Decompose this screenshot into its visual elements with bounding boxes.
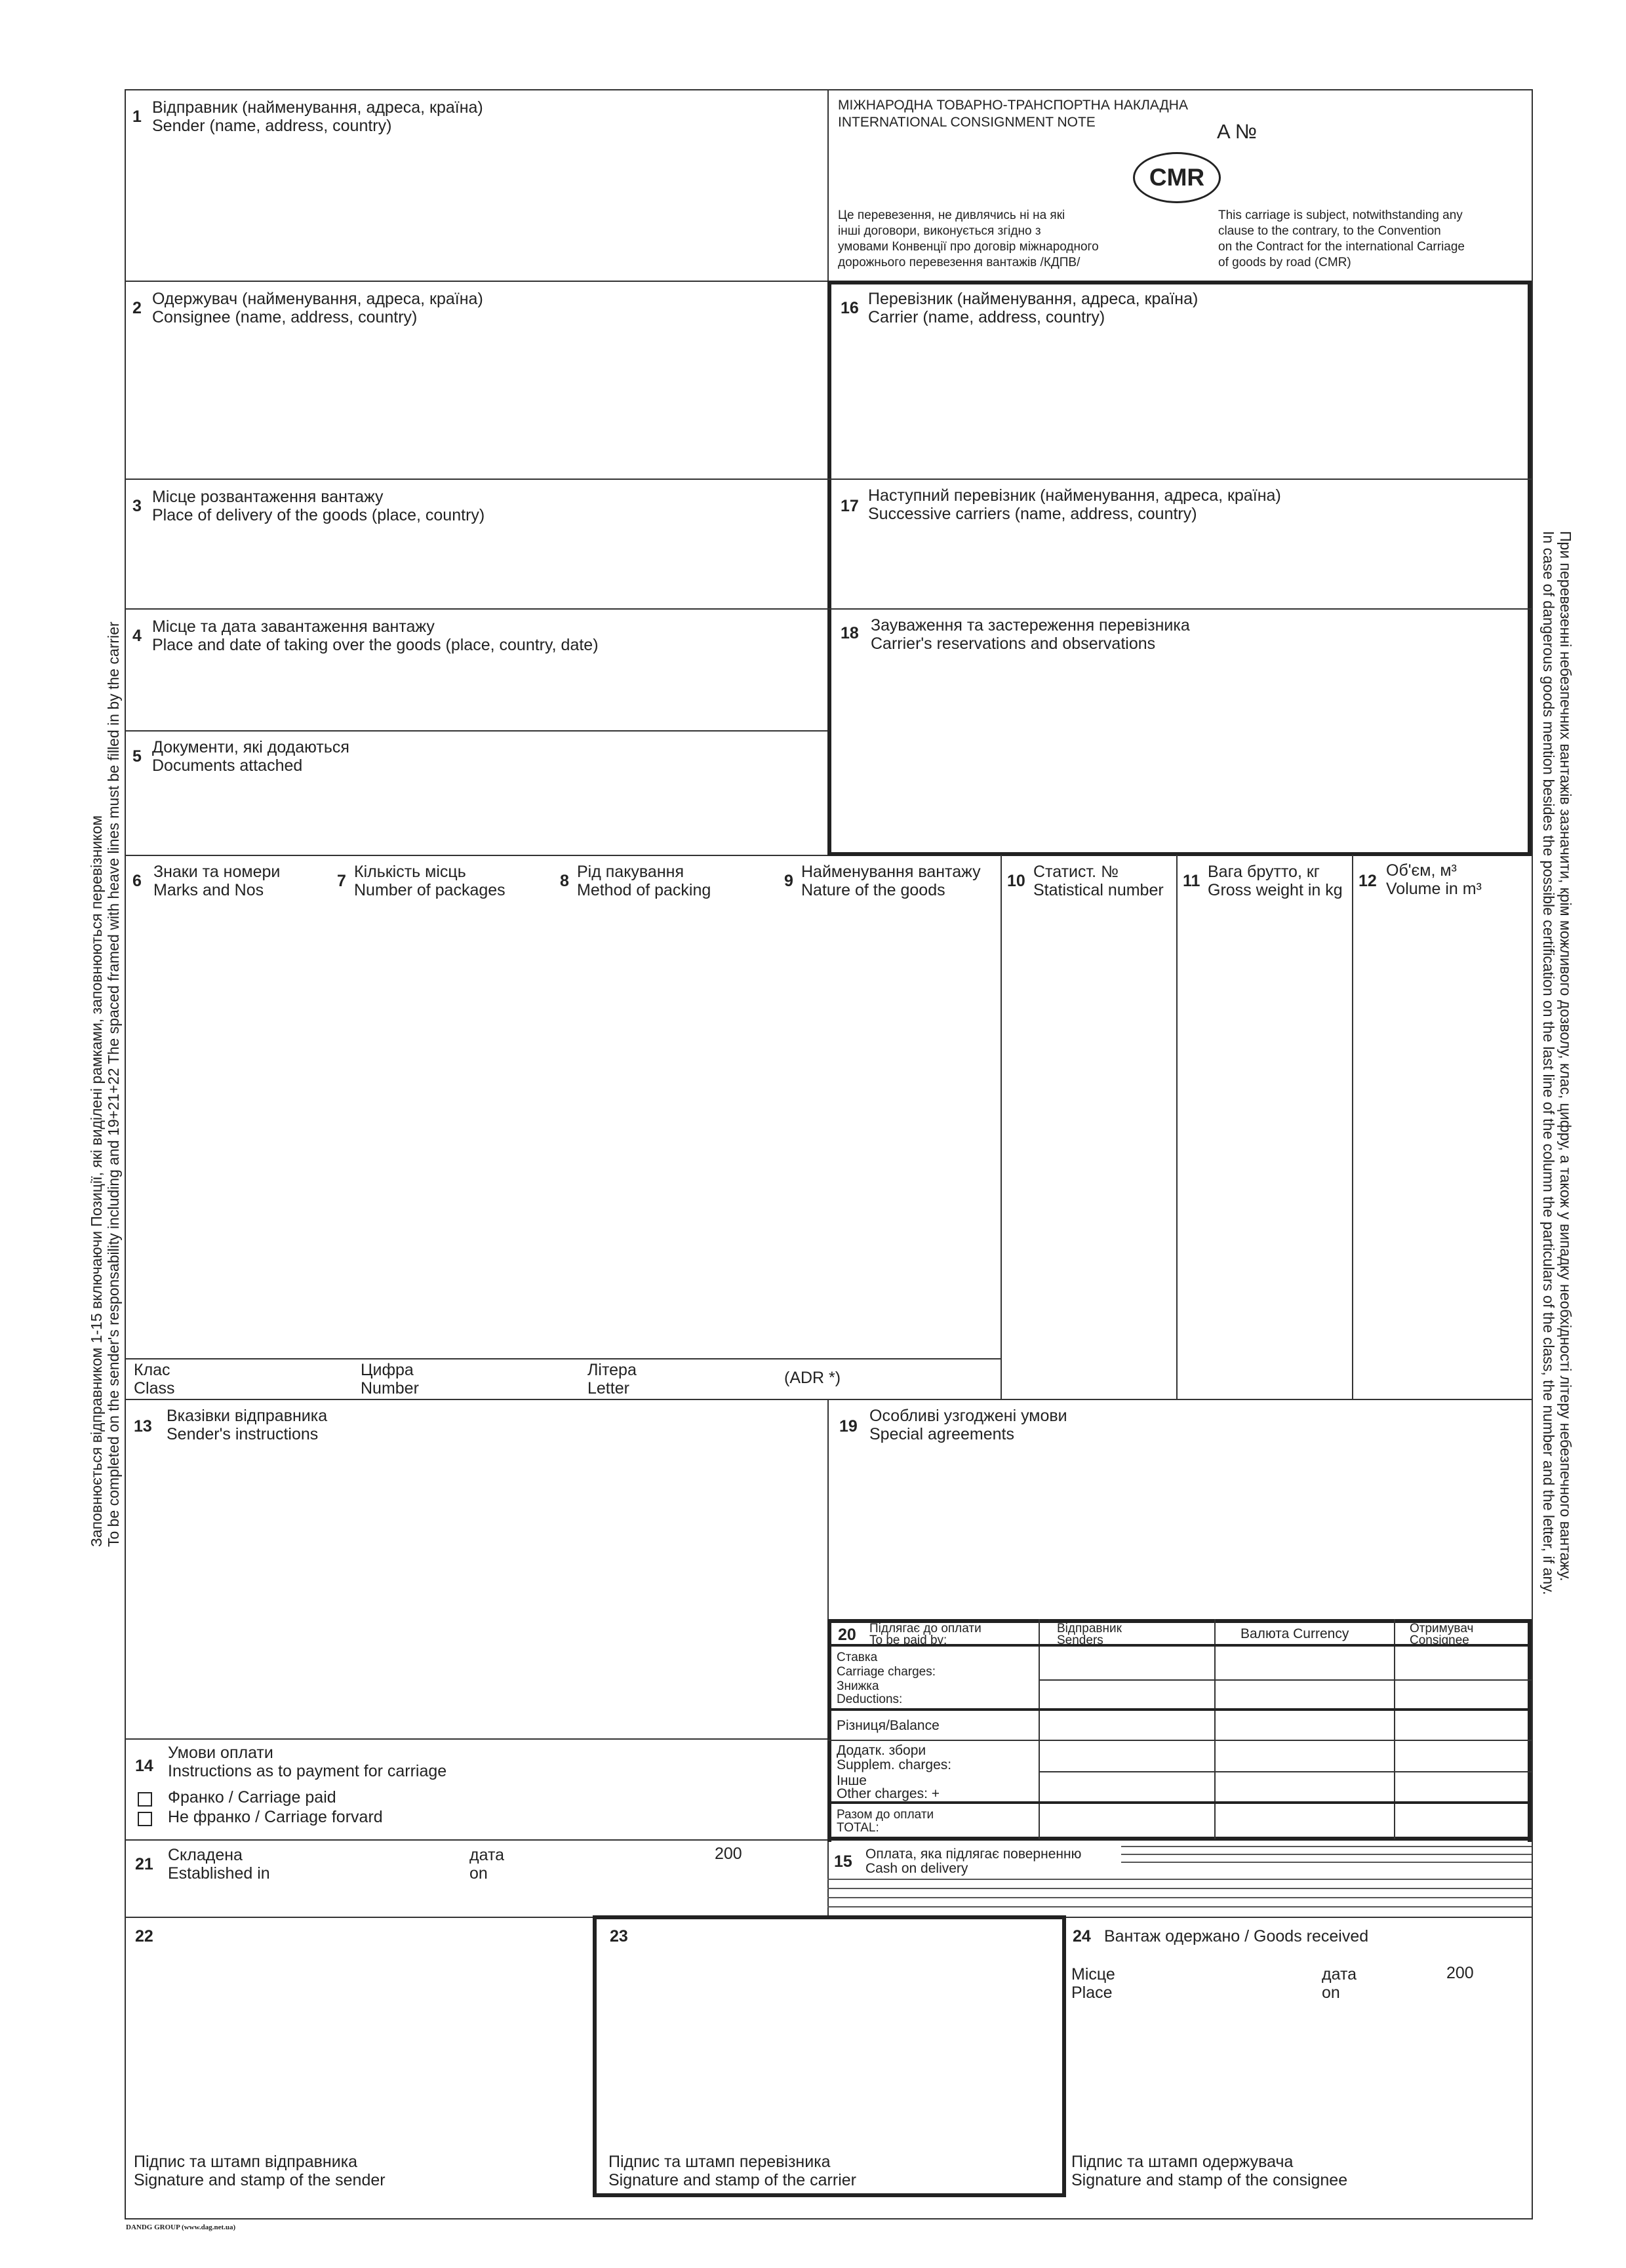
- field-13-label-ua: Вказівки відправника: [167, 1407, 328, 1425]
- box23-top: [593, 1915, 1066, 1919]
- field-17-number: 17: [841, 497, 859, 515]
- field-4-label-ua: Місце та дата завантаження вантажу: [152, 617, 435, 636]
- adr-label: (ADR *): [784, 1369, 841, 1387]
- adr-class-en: Class: [134, 1379, 175, 1398]
- adr-letter-en: Letter: [587, 1379, 629, 1398]
- field-24-sig-ua: Підпис та штамп одержувача: [1071, 2153, 1294, 2171]
- frame-top: [125, 89, 1533, 90]
- cod-line-7: [827, 1906, 1532, 1907]
- line-3-4: [125, 608, 827, 610]
- field-15-label-en: Cash on delivery: [865, 1861, 968, 1876]
- field-14-number: 14: [135, 1757, 153, 1775]
- field-10-number: 10: [1007, 872, 1025, 890]
- pay-row-b: [827, 1708, 1532, 1711]
- pay-col-1: [1039, 1619, 1040, 1839]
- field-13-label-en: Sender's instructions: [167, 1425, 319, 1443]
- field-21-date-en: on: [469, 1864, 488, 1883]
- line-1-2: [125, 281, 827, 282]
- field-7-number: 7: [337, 872, 346, 890]
- box23-bottom: [593, 2193, 1066, 2197]
- field-23-sig-ua: Підпис та штамп перевізника: [608, 2153, 831, 2171]
- pay-col-currency: Валюта Currency: [1240, 1626, 1349, 1641]
- conv-en-2: clause to the contrary, to the Convention: [1218, 224, 1441, 238]
- carriage-forward-label: Не франко / Carriage forvard: [168, 1808, 383, 1826]
- field-12-number: 12: [1358, 872, 1377, 890]
- field-11-label-en: Gross weight in kg: [1208, 881, 1343, 899]
- field-9-label-en: Nature of the goods: [801, 881, 945, 899]
- conv-ua-4: дорожнього перевезення вантажів /КДПВ/: [838, 256, 1081, 269]
- carriage-forward-checkbox[interactable]: [138, 1812, 152, 1826]
- pay-row-discount: Знижка: [837, 1679, 879, 1693]
- field-24-date-ua: дата: [1322, 1965, 1357, 1984]
- field-3-number: 3: [132, 497, 142, 515]
- box23-right: [1062, 1915, 1066, 2197]
- field-4-number: 4: [132, 627, 142, 645]
- field-6-label-ua: Знаки та номери: [153, 863, 281, 881]
- field-21-label-ua: Складена: [168, 1846, 243, 1864]
- cod-line-1: [1121, 1846, 1532, 1847]
- side-note-left-ua: Заповнюється відправником 1-15 включаючи Позиції, які виділені рамками, заповнюються перевізником: [88, 815, 105, 1547]
- cmr-logo: CMR: [1133, 152, 1221, 203]
- field-5-label-ua: Документи, які додаються: [152, 738, 349, 756]
- field-12-label-ua: Об'єм, м³: [1386, 861, 1457, 880]
- field-23-number: 23: [610, 1927, 628, 1945]
- carrier-box-right: [1528, 281, 1532, 856]
- field-9-number: 9: [784, 872, 793, 890]
- field-17-label-en: Successive carriers (name, address, country): [868, 505, 1197, 523]
- pay-head-ua: Підлягає до оплати: [869, 1622, 982, 1635]
- pay-box-bottom: [827, 1837, 1532, 1841]
- side-note-left-en: To be completed on the sender's responsability including and 19+21+22 The spaced framed with heave lines must be filled in by the carrier: [105, 621, 122, 1547]
- field-15-label-ua: Оплата, яка підлягає поверненню: [865, 1847, 1082, 1862]
- pay-row-supplem-en: Supplem. charges:: [837, 1757, 952, 1772]
- adr-number-en: Number: [361, 1379, 419, 1398]
- pay-row-balance: Різниця/Balance: [837, 1718, 940, 1733]
- printer-mark: DANDG GROUP (www.dag.net.ua): [126, 2223, 236, 2231]
- box23-left: [593, 1915, 597, 2197]
- field-23-sig-en: Signature and stamp of the carrier: [608, 2171, 856, 2189]
- field-24-place-ua: Місце: [1071, 1965, 1115, 1984]
- field-16-number: 16: [841, 299, 859, 317]
- pay-head-en: To be paid by:: [869, 1633, 947, 1647]
- field-1-number: 1: [132, 108, 142, 126]
- conv-en-3: on the Contract for the international Carriage: [1218, 240, 1465, 254]
- field-22-number: 22: [135, 1927, 153, 1945]
- field-5-label-en: Documents attached: [152, 756, 303, 775]
- pay-col-sender-en: Senders: [1057, 1633, 1103, 1647]
- field-21-date-ua: дата: [469, 1846, 505, 1864]
- carriage-paid-label: Франко / Carriage paid: [168, 1788, 336, 1807]
- pay-row-d: [1039, 1771, 1532, 1772]
- carrier-box-bottom: [827, 852, 1532, 856]
- pay-row-rate: Ставка: [837, 1651, 878, 1664]
- frame-bottom: [125, 2218, 1533, 2219]
- field-24-sig-en: Signature and stamp of the consignee: [1071, 2171, 1348, 2189]
- goods-col-12: [1352, 855, 1353, 1400]
- field-11-label-ua: Вага брутто, кг: [1208, 863, 1320, 881]
- conv-ua-2: інші договори, виконується згідно з: [838, 224, 1041, 238]
- cod-line-4: [827, 1879, 1532, 1880]
- field-14-label-ua: Умови оплати: [168, 1744, 273, 1762]
- pay-box-left: [827, 1619, 831, 1842]
- field-12-label-en: Volume in m³: [1386, 880, 1482, 898]
- field-13-number: 13: [134, 1417, 152, 1436]
- field-19-label-en: Special agreements: [869, 1425, 1014, 1443]
- field-3-label-en: Place of delivery of the goods (place, country): [152, 506, 485, 524]
- field-24-number: 24: [1073, 1927, 1091, 1945]
- field-21-number: 21: [135, 1855, 153, 1873]
- cod-line-6: [827, 1897, 1532, 1898]
- cod-line-2: [1121, 1854, 1532, 1855]
- field-15-number: 15: [834, 1852, 852, 1871]
- adr-letter-ua: Літера: [587, 1361, 637, 1379]
- field-18-label-ua: Зауваження та застереження перевізника: [871, 616, 1190, 635]
- field-14-label-en: Instructions as to payment for carriage: [168, 1762, 447, 1780]
- field-10-label-en: Statistical number: [1033, 881, 1164, 899]
- pay-row-a: [1039, 1679, 1532, 1681]
- pay-row-other-en: Other charges: +: [837, 1786, 940, 1801]
- field-6-label-en: Marks and Nos: [153, 881, 264, 899]
- field-18-label-en: Carrier's reservations and observations: [871, 635, 1156, 653]
- field-16-label-ua: Перевізник (найменування, адреса, країна): [868, 290, 1199, 308]
- conv-ua-3: умовами Конвенції про договір міжнародного: [838, 240, 1099, 254]
- field-2-label-ua: Одержувач (найменування, адреса, країна): [152, 290, 483, 308]
- field-19-number: 19: [839, 1417, 858, 1436]
- field-1-label-ua: Відправник (найменування, адреса, країна): [152, 98, 483, 117]
- side-note-right: [1540, 531, 1574, 1593]
- field-8-number: 8: [560, 872, 569, 890]
- line-13-14: [125, 1738, 827, 1740]
- pay-row-deductions: Deductions:: [837, 1692, 903, 1706]
- pay-row-c: [827, 1740, 1532, 1741]
- pay-row-supplem-ua: Додатк. збори: [837, 1743, 926, 1758]
- field-4-label-en: Place and date of taking over the goods (place, country, date): [152, 636, 599, 654]
- line-17-18: [827, 608, 1532, 610]
- adr-class-ua: Клас: [134, 1361, 170, 1379]
- adr-number-ua: Цифра: [361, 1361, 414, 1379]
- field-8-label-en: Method of packing: [577, 881, 711, 899]
- line-16-17: [827, 479, 1532, 480]
- doc-title-ua: МІЖНАРОДНА ТОВАРНО-ТРАНСПОРТНА НАКЛАДНА: [838, 98, 1188, 113]
- pay-row-total-en: TOTAL:: [837, 1821, 879, 1835]
- field-9-label-ua: Найменування вантажу: [801, 863, 981, 881]
- goods-col-10: [1001, 855, 1002, 1400]
- field-7-label-ua: Кількість місць: [354, 863, 466, 881]
- line-4-5: [125, 730, 827, 732]
- field-8-label-ua: Рід пакування: [577, 863, 684, 881]
- field-24-title: Вантаж одержано / Goods received: [1104, 1927, 1369, 1945]
- pay-col-3: [1394, 1619, 1395, 1839]
- conv-en-4: of goods by road (CMR): [1218, 256, 1351, 269]
- field-1-label-en: Sender (name, address, country): [152, 117, 392, 135]
- field-21-year: 200: [715, 1845, 742, 1863]
- field-7-label-en: Number of packages: [354, 881, 506, 899]
- field-22-sig-ua: Підпис та штамп відправника: [134, 2153, 358, 2171]
- pay-row-other-ua: Інше: [837, 1773, 867, 1788]
- adr-line-top: [125, 1358, 1001, 1359]
- field-24-place-en: Place: [1071, 1984, 1113, 2002]
- field-24-date-en: on: [1322, 1984, 1340, 2002]
- carrier-box-left: [827, 281, 831, 856]
- line-goods-bottom: [125, 1399, 1533, 1400]
- field-2-number: 2: [132, 299, 142, 317]
- goods-col-11: [1176, 855, 1178, 1400]
- field-3-label-ua: Місце розвантаження вантажу: [152, 488, 384, 506]
- field-24-year: 200: [1446, 1964, 1474, 1982]
- field-19-label-ua: Особливі узгоджені умови: [869, 1407, 1067, 1425]
- field-22-sig-en: Signature and stamp of the sender: [134, 2171, 386, 2189]
- side-note-left: [88, 577, 122, 1547]
- frame-right: [1532, 89, 1533, 2219]
- field-16-label-en: Carrier (name, address, country): [868, 308, 1105, 326]
- pay-col-consignee-en: Consignee: [1410, 1633, 1469, 1647]
- field-2-label-en: Consignee (name, address, country): [152, 308, 418, 326]
- side-note-right-ua: При перевезенні небезпечних вантажів зазначити, крім можливого дозволу, клас, цифру, а також у випадку необхідності літеру небезпечного вантажу.: [1557, 531, 1574, 1582]
- doc-title-en: INTERNATIONAL CONSIGNMENT NOTE: [838, 115, 1096, 130]
- field-6-number: 6: [132, 872, 142, 890]
- frame-left: [125, 89, 126, 2219]
- field-21-label-en: Established in: [168, 1864, 270, 1883]
- carrier-box-top: [827, 281, 1532, 284]
- field-11-number: 11: [1183, 872, 1200, 890]
- pay-box-right: [1528, 1619, 1532, 1842]
- conv-ua-1: Це перевезення, не дивлячись ні на які: [838, 208, 1065, 222]
- pay-row-total-ua: Разом до оплати: [837, 1808, 934, 1822]
- line-2-3: [125, 479, 827, 480]
- cod-line-5: [827, 1888, 1532, 1889]
- side-note-right-en: In case of dangerous goods mention besides the possible certification on the last line of the column the particulars of the class, the number and the letter, if any.: [1540, 531, 1557, 1595]
- pay-row-carriage-charges: Carriage charges:: [837, 1665, 936, 1679]
- pay-col-sender-ua: Відправник: [1057, 1622, 1122, 1635]
- field-20-number: 20: [838, 1626, 856, 1644]
- pay-col-2: [1214, 1619, 1216, 1839]
- field-5-number: 5: [132, 747, 142, 766]
- conv-en-1: This carriage is subject, notwithstanding any: [1218, 208, 1463, 222]
- field-10-label-ua: Статист. №: [1033, 863, 1119, 881]
- field-17-label-ua: Наступний перевізник (найменування, адреса, країна): [868, 486, 1281, 505]
- doc-number-label: A №: [1217, 120, 1257, 143]
- carriage-paid-checkbox[interactable]: [138, 1792, 152, 1807]
- field-18-number: 18: [841, 624, 859, 642]
- pay-col-consignee-ua: Отримувач: [1410, 1622, 1474, 1635]
- cod-line-3: [1121, 1862, 1532, 1863]
